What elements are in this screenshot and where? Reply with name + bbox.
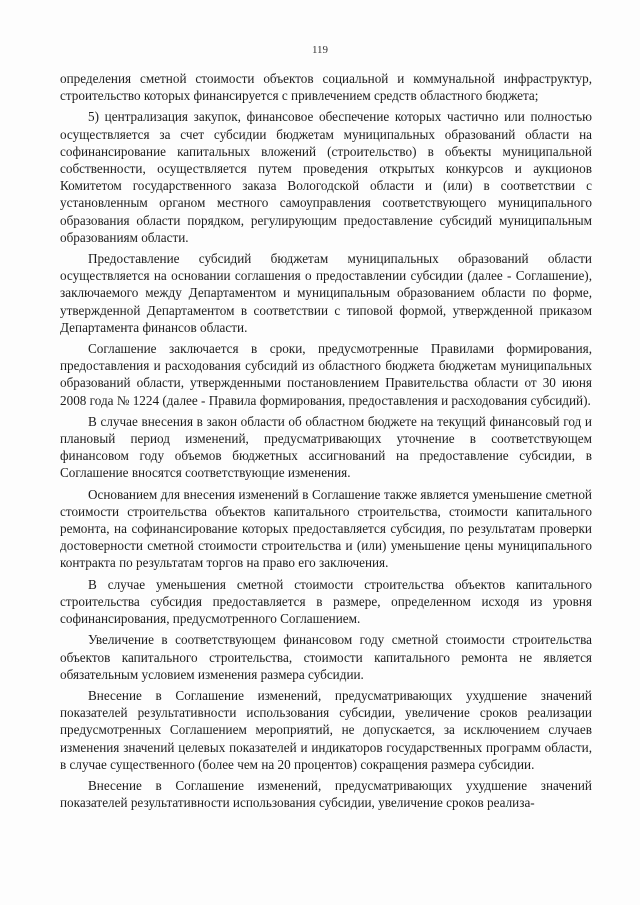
paragraph: В случае внесения в закон области об областном бюджете на текущий финансовый год и плановый период изменений, предусматривающих уточнение в соответствующем финансовом году объемов бюджетных ассигнований на предоставление субсидии, в Соглашение вносятся соответствующие изменения. [60, 413, 592, 481]
page-number: 119 [311, 44, 329, 56]
paragraph: 5) централизация закупок, финансовое обеспечение которых частично или полностью осуществляется за счет субсидии бюджетам муниципальных образований области на софинансирование капитальных вложений (строительство) в объекты муниципальной собственности, осуществляется путем проведения открытых конкурсов и аукционов Комитетом государственного заказа Вологодской области и (или) в соответствии с установленным органом местного самоуправления соответствующего муниципального образования области порядком, регулирующим предоставление субсидий муниципальным образованиям области. [60, 109, 592, 245]
paragraph: Внесение в Соглашение изменений, предусматривающих ухудшение значений показателей результативности использования субсидии, увеличение сроков реализа- [60, 777, 592, 811]
paragraph: Предоставление субсидий бюджетам муниципальных образований области осуществляется на основании соглашения о предоставлении субсидии (далее - Соглашение), заключаемого между Департаментом и муниципальным образованием области по форме, утвержденной Департаментом в соответствии с типовой формой, утвержденной приказом Департамента финансов области. [60, 251, 592, 335]
paragraph: Увеличение в соответствующем финансовом году сметной стоимости строительства объектов капитального строительства, стоимости капитального ремонта не является обязательным условием изменения размера субсидии. [60, 632, 592, 682]
paragraph: определения сметной стоимости объектов социальной и коммунальной инфраструктур, строительство которых финансируется с привлечением средств областного бюджета; [60, 71, 592, 104]
paragraph: Основанием для внесения изменений в Соглашение также является уменьшение сметной стоимости строительства объектов капитального строительства, стоимости капитального ремонта, на софинансирование которых предоставляется субсидия, по результатам проверки достоверности сметной стоимости строительства и (или) уменьшение цены муниципального контракта по результатам торгов на право его заключения. [60, 486, 592, 571]
paragraph: Внесение в Соглашение изменений, предусматривающих ухудшение значений показателей результативности использования субсидии, увеличение сроков реализации предусмотренных Соглашением мероприятий, не допускается, за исключением случаев изменения значений целевых показателей и индикаторов государственных программ области, в случае существенного (более чем на 20 процентов) сокращения размера субсидии. [60, 687, 592, 772]
paragraph: В случае уменьшения сметной стоимости строительства объектов капитального строительства субсидия предоставляется в размере, определенном исходя из уровня софинансирования, предусмотренного Соглашением. [60, 576, 592, 627]
document-body [60, 70, 592, 815]
paragraph: Соглашение заключается в сроки, предусмотренные Правилами формирования, предоставления и расходования субсидий из областного бюджета бюджетам муниципальных образований области, утвержденными постановлением Правительства области от 30 июня 2008 года № 1224 (далее - Правила формирования, предоставления и расходования субсидий). [60, 341, 592, 408]
